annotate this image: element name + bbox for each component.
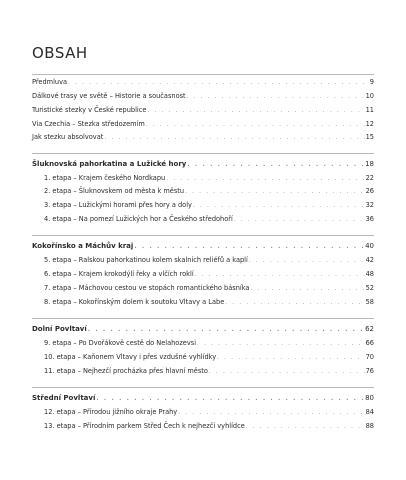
dot-leader (209, 367, 365, 376)
stage-entry[interactable] (32, 353, 374, 362)
divider (32, 318, 374, 319)
stage-entry[interactable] (32, 422, 374, 431)
stage-label: 13. etapa – Přírodním parkem Střed Čech k nejhezčí vyhlídce (44, 422, 245, 430)
stage-entry[interactable] (32, 408, 374, 417)
dot-leader (250, 284, 364, 293)
stage-entry[interactable] (32, 187, 374, 196)
stage-entry[interactable] (32, 298, 374, 307)
section-page: 40 (365, 242, 374, 250)
stage-label: 6. etapa – Krajem krokodýlí řeky a vlčích roklí (44, 270, 194, 278)
stage-page: 70 (365, 353, 374, 361)
stage-page: 52 (365, 284, 374, 292)
dot-leader (88, 325, 364, 334)
dot-leader (166, 174, 364, 183)
stage-page: 58 (365, 298, 374, 306)
section-heading[interactable] (32, 325, 374, 334)
stage-page: 22 (365, 174, 374, 182)
dot-leader (104, 133, 364, 142)
toc-entry[interactable] (32, 120, 374, 129)
dot-leader (234, 215, 365, 224)
dot-leader (187, 160, 364, 169)
section-title: Dolní Povltaví (32, 325, 87, 333)
section-page: 80 (365, 394, 374, 402)
stage-label: 2. etapa – Šluknovskem od města k městu (44, 187, 185, 195)
entry-label: Jak stezku absolvovat (32, 133, 104, 141)
entry-label: Předmluva (32, 78, 68, 86)
toc-entry[interactable] (32, 92, 374, 101)
stage-entry[interactable] (32, 339, 374, 348)
stage-label: 8. etapa – Kokořínským dolem k soutoku Vltavy a Labe (44, 298, 225, 306)
stage-page: 84 (365, 408, 374, 416)
stage-page: 66 (365, 339, 374, 347)
toc-entry[interactable] (32, 78, 374, 87)
stage-label: 11. etapa – Nejhezčí procházka přes hlavní město (44, 367, 208, 375)
divider (32, 153, 374, 154)
stage-entry[interactable] (32, 284, 374, 293)
stage-entry[interactable] (32, 174, 374, 183)
section-title: Kokořínsko a Máchův kraj (32, 242, 134, 250)
stage-page: 36 (365, 215, 374, 223)
dot-leader (246, 422, 365, 431)
stage-page: 42 (365, 256, 374, 264)
toc-entry[interactable] (32, 106, 374, 115)
page-title: OBSAH (32, 44, 88, 62)
entry-page: 11 (365, 106, 374, 114)
dot-leader (197, 339, 365, 348)
section-title: Střední Povltaví (32, 394, 96, 402)
dot-leader (195, 270, 365, 279)
divider (32, 235, 374, 236)
section-page: 18 (365, 160, 374, 168)
dot-leader (193, 201, 365, 210)
entry-label: Via Czechia – Stezka středozemím (32, 120, 145, 128)
stage-entry[interactable] (32, 256, 374, 265)
divider (32, 387, 374, 388)
entry-page: 12 (365, 120, 374, 128)
section-heading[interactable] (32, 242, 374, 251)
stage-label: 4. etapa – Na pomezí Lužických hor a Českého středohoří (44, 215, 233, 223)
entry-label: Dálkové trasy ve světě – Historie a současnost (32, 92, 186, 100)
toc-entry[interactable] (32, 133, 374, 142)
dot-leader (185, 187, 365, 196)
stage-label: 10. etapa – Kaňonem Vltavy i přes vzdušné vyhlídky (44, 353, 217, 361)
dot-leader (178, 408, 364, 417)
stage-page: 88 (365, 422, 374, 430)
stage-label: 9. etapa – Po Dvořákově cestě do Nelahozevsi (44, 339, 197, 347)
stage-page: 48 (365, 270, 374, 278)
entry-label: Turistické stezky v České republice (32, 106, 147, 114)
dot-leader (225, 298, 364, 307)
stage-label: 1. etapa – Krajem českého Nordkapu (44, 174, 166, 182)
stage-entry[interactable] (32, 270, 374, 279)
stage-page: 32 (365, 201, 374, 209)
dot-leader (249, 256, 365, 265)
dot-leader (68, 78, 369, 87)
dot-leader (96, 394, 364, 403)
dot-leader (146, 120, 365, 129)
section-heading[interactable] (32, 394, 374, 403)
stage-label: 5. etapa – Ralskou pahorkatinou kolem skalních reliéfů a kaplí (44, 256, 248, 264)
stage-label: 12. etapa – Přírodou jižního okraje Prahy (44, 408, 178, 416)
stage-label: 3. etapa – Lužickými horami přes hory a doly (44, 201, 192, 209)
stage-page: 26 (365, 187, 374, 195)
section-heading[interactable] (32, 160, 374, 169)
dot-leader (134, 242, 364, 251)
entry-page: 15 (365, 133, 374, 141)
entry-page: 9 (369, 78, 374, 86)
dot-leader (217, 353, 364, 362)
stage-entry[interactable] (32, 201, 374, 210)
entry-page: 10 (365, 92, 374, 100)
section-page: 62 (365, 325, 374, 333)
section-title: Šluknovská pahorkatina a Lužické hory (32, 160, 187, 168)
divider (32, 74, 374, 75)
stage-entry[interactable] (32, 367, 374, 376)
stage-page: 76 (365, 367, 374, 375)
dot-leader (187, 92, 365, 101)
stage-entry[interactable] (32, 215, 374, 224)
stage-label: 7. etapa – Máchovou cestou ve stopách romantického básníka (44, 284, 250, 292)
dot-leader (147, 106, 364, 115)
